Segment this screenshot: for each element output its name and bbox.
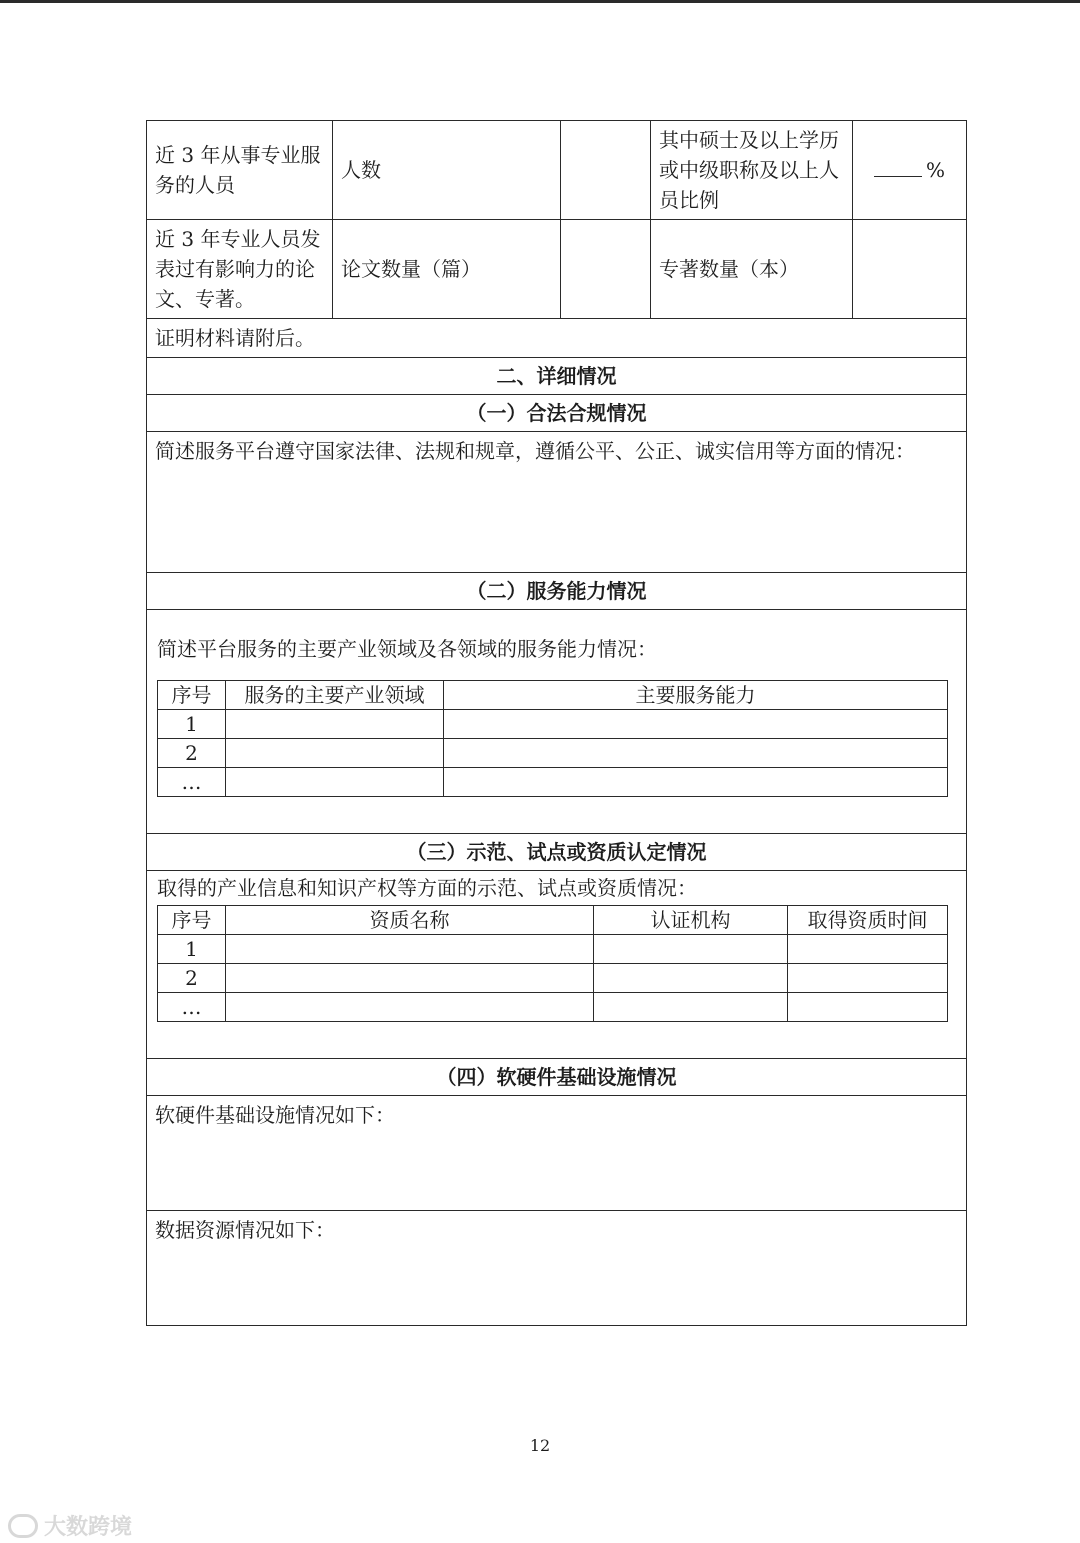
s1-title: （一）合法合规情况 xyxy=(147,395,967,432)
s3-header-name: 资质名称 xyxy=(226,906,594,935)
papers-label: 近 3 年专业人员发表过有影响力的论文、专著。 xyxy=(147,220,333,319)
s3-qualification-table xyxy=(157,905,948,1022)
s2-header-index: 序号 xyxy=(158,681,226,710)
qualification-cell[interactable] xyxy=(226,935,594,964)
papers-row xyxy=(147,220,967,319)
s2-capability-table xyxy=(157,680,948,797)
date-cell[interactable] xyxy=(788,964,948,993)
monograph-count-label: 专著数量（本） xyxy=(651,220,853,319)
staff-count-label: 人数 xyxy=(333,121,561,220)
watermark-text: 大数跨境 xyxy=(44,1515,133,1540)
authority-cell[interactable] xyxy=(594,935,788,964)
capability-cell[interactable] xyxy=(444,739,948,768)
qualification-cell[interactable] xyxy=(226,993,594,1022)
table-row xyxy=(158,739,948,768)
watermark xyxy=(8,1510,132,1541)
watermark-logo-icon xyxy=(8,1514,38,1538)
paper-count-value[interactable] xyxy=(561,220,651,319)
s3-header-date: 取得资质时间 xyxy=(788,906,948,935)
authority-cell[interactable] xyxy=(594,993,788,1022)
table-row xyxy=(158,993,948,1022)
s2-title-row xyxy=(147,573,967,610)
form-page xyxy=(146,120,966,1326)
field-cell[interactable] xyxy=(226,739,444,768)
monograph-count-value[interactable] xyxy=(853,220,967,319)
s2-prompt: 简述平台服务的主要产业领域及各领域的服务能力情况： xyxy=(157,637,657,661)
s3-title-row xyxy=(147,834,967,871)
s3-header-row xyxy=(158,906,948,935)
s2-body xyxy=(147,610,967,834)
attachment-note: 证明材料请附后。 xyxy=(147,319,967,358)
s3-header-index: 序号 xyxy=(158,906,226,935)
section-title-row xyxy=(147,358,967,395)
date-cell[interactable] xyxy=(788,993,948,1022)
s4-infra-prompt: 软硬件基础设施情况如下： xyxy=(155,1103,395,1127)
s3-title: （三）示范、试点或资质认定情况 xyxy=(147,834,967,871)
staff-label: 近 3 年从事专业服务的人员 xyxy=(147,121,333,220)
s1-title-row xyxy=(147,395,967,432)
authority-cell[interactable] xyxy=(594,964,788,993)
ratio-unit: % xyxy=(925,158,945,182)
ratio-blank[interactable] xyxy=(874,158,922,177)
table-row xyxy=(158,964,948,993)
table-row xyxy=(158,768,948,797)
staff-row xyxy=(147,121,967,220)
section-title: 二、详细情况 xyxy=(147,358,967,395)
row-index: 2 xyxy=(158,964,226,993)
capability-cell[interactable] xyxy=(444,710,948,739)
field-cell[interactable] xyxy=(226,710,444,739)
s1-text-area[interactable] xyxy=(147,432,967,573)
qualification-cell[interactable] xyxy=(226,964,594,993)
row-index: 1 xyxy=(158,935,226,964)
capability-cell[interactable] xyxy=(444,768,948,797)
row-index: … xyxy=(158,993,226,1022)
s3-body xyxy=(147,871,967,1059)
ratio-label: 其中硕士及以上学历或中级职称及以上人员比例 xyxy=(651,121,853,220)
s1-prompt: 简述服务平台遵守国家法律、法规和规章，遵循公平、公正、诚实信用等方面的情况： xyxy=(155,439,915,463)
s3-header-authority: 认证机构 xyxy=(594,906,788,935)
application-form-table xyxy=(146,120,967,1326)
s2-header-capability: 主要服务能力 xyxy=(444,681,948,710)
row-index: 2 xyxy=(158,739,226,768)
staff-count-value[interactable] xyxy=(561,121,651,220)
s4-title: （四）软硬件基础设施情况 xyxy=(147,1059,967,1096)
date-cell[interactable] xyxy=(788,935,948,964)
s4-data-area[interactable] xyxy=(147,1211,967,1326)
s2-header-row xyxy=(158,681,948,710)
s4-title-row xyxy=(147,1059,967,1096)
s2-title: （二）服务能力情况 xyxy=(147,573,967,610)
s2-header-field: 服务的主要产业领域 xyxy=(226,681,444,710)
page-number: 12 xyxy=(529,1436,551,1455)
s3-prompt: 取得的产业信息和知识产权等方面的示范、试点或资质情况： xyxy=(157,876,697,900)
field-cell[interactable] xyxy=(226,768,444,797)
s1-body-row xyxy=(147,432,967,573)
s4-infra-row xyxy=(147,1096,967,1211)
s4-infra-area[interactable] xyxy=(147,1096,967,1211)
table-row xyxy=(158,710,948,739)
paper-count-label: 论文数量（篇） xyxy=(333,220,561,319)
note-row xyxy=(147,319,967,358)
ratio-field[interactable] xyxy=(853,121,967,220)
s4-data-prompt: 数据资源情况如下： xyxy=(155,1218,335,1242)
scan-top-edge xyxy=(0,0,1080,3)
table-row xyxy=(158,935,948,964)
row-index: … xyxy=(158,768,226,797)
row-index: 1 xyxy=(158,710,226,739)
s4-data-row xyxy=(147,1211,967,1326)
s3-body-row xyxy=(147,871,967,1059)
s2-body-row xyxy=(147,610,967,834)
